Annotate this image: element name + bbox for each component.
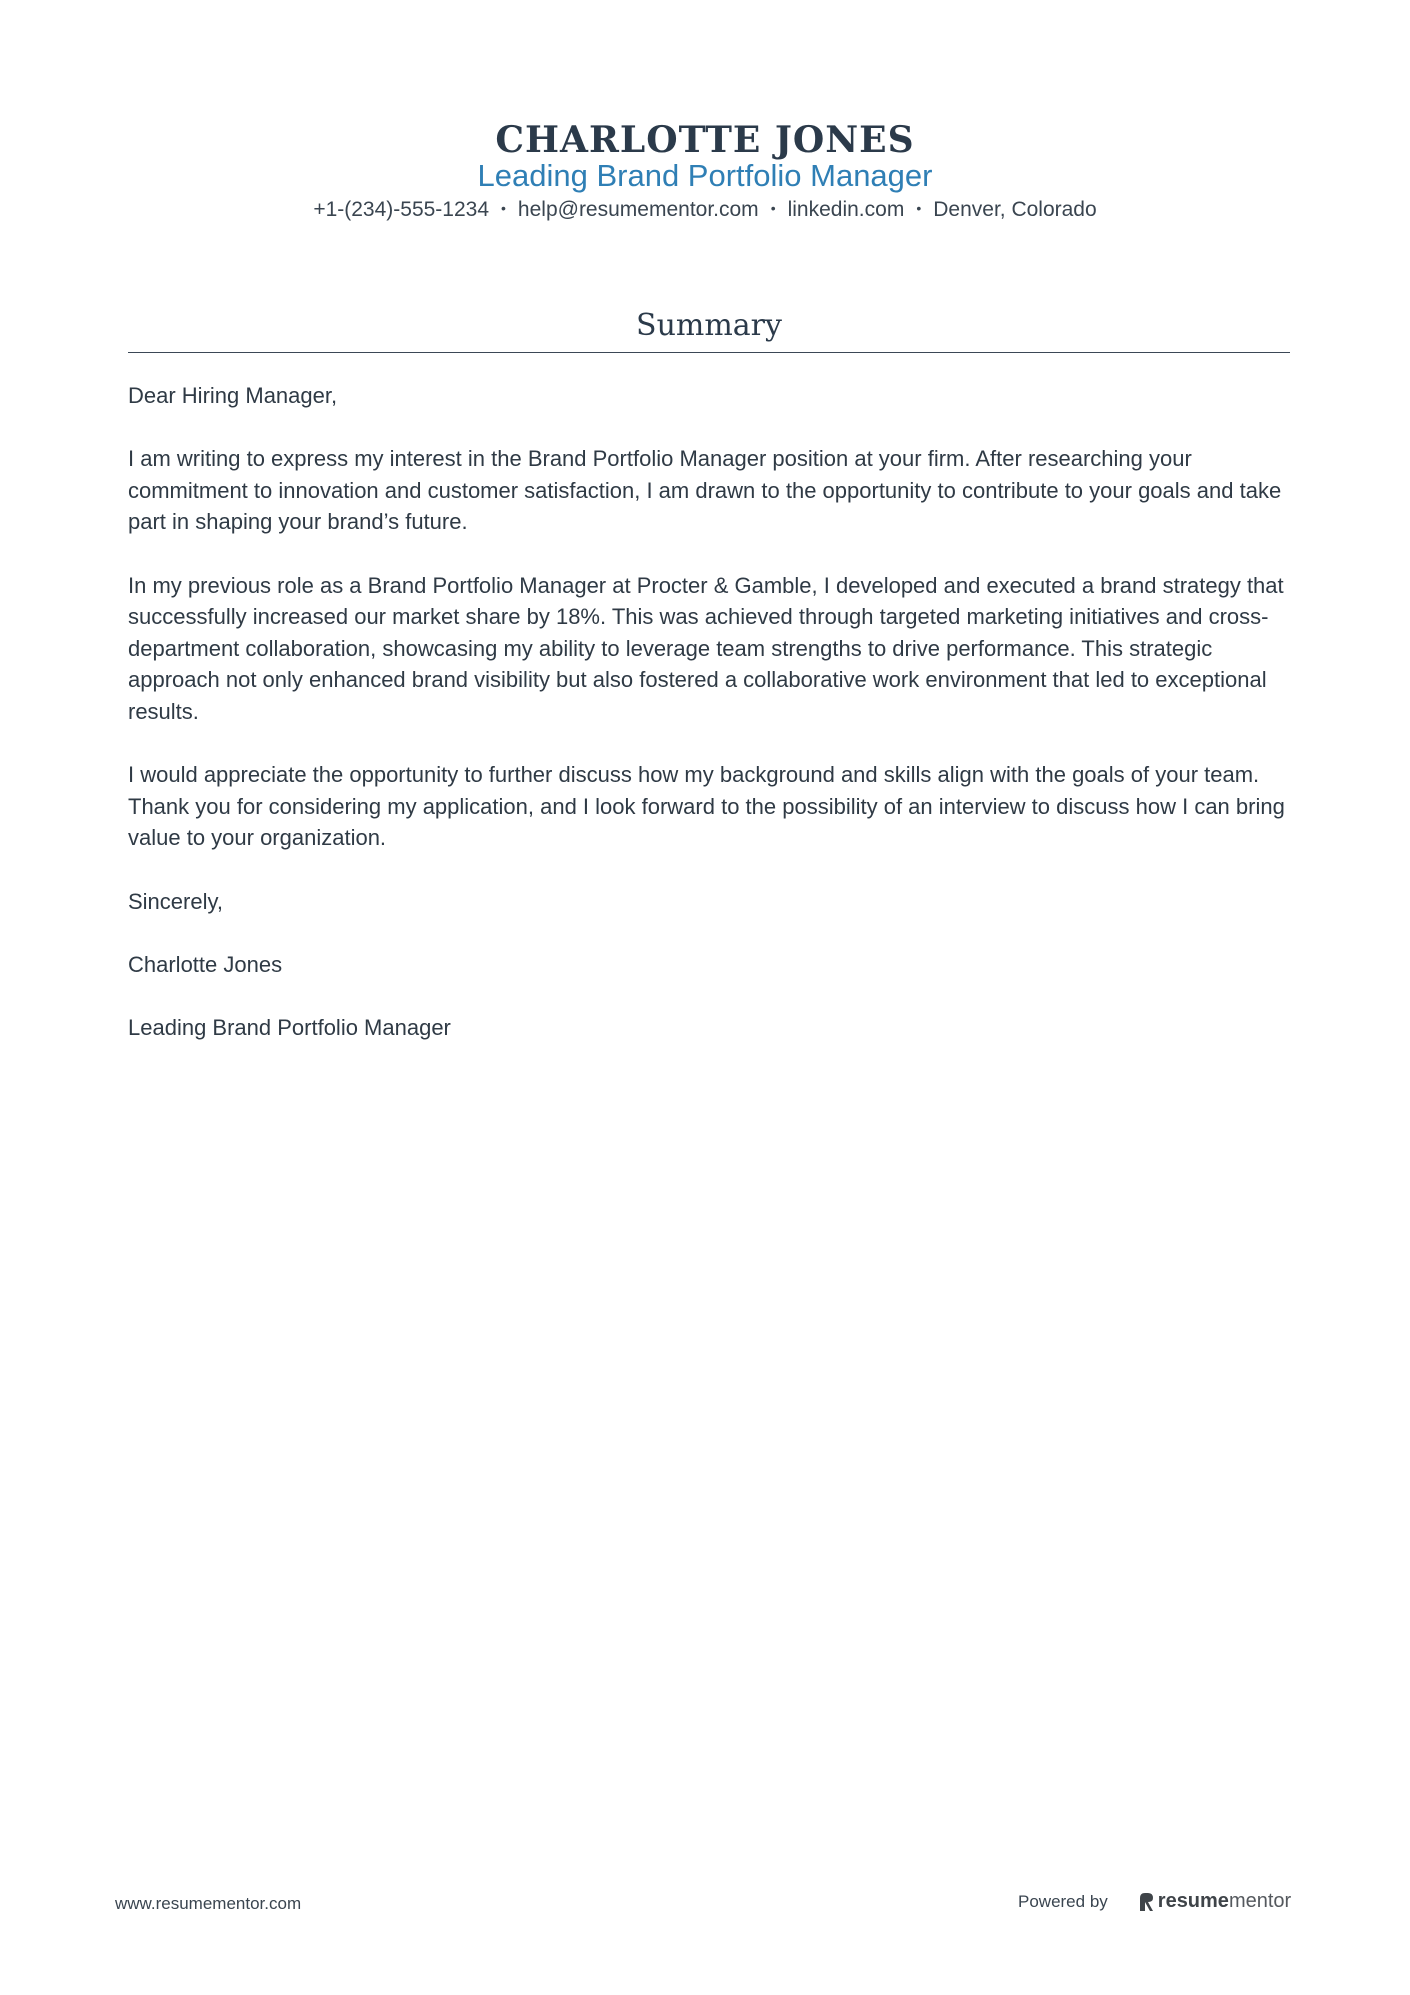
section-divider: [128, 352, 1290, 353]
signature-name: Charlotte Jones: [128, 951, 283, 977]
contact-location: Denver, Colorado: [933, 198, 1097, 221]
contact-separator: •: [916, 200, 922, 217]
candidate-name: CHARLOTTE JONES: [495, 119, 915, 161]
contact-line: [0, 196, 1410, 224]
letter-paragraph: In my previous role as a Brand Portfolio Manager at Procter & Gamble, I developed and executed a brand strategy that successfully increased our market share by 18%. This was achieved through targeted marketing initiatives and cross-department collaboration, showcasing my ability to leverage team strengths to drive performance. This strategic approach not only enhanced brand visibility but also fostered a collaborative work environment that led to exceptional results.: [128, 572, 1284, 724]
contact-email[interactable]: help@resumementor.com: [517, 198, 759, 221]
brand-name-light: mentor: [1228, 1890, 1292, 1912]
signature-title: Leading Brand Portfolio Manager: [128, 1014, 451, 1040]
candidate-title: Leading Brand Portfolio Manager: [477, 158, 933, 193]
letter-paragraph: I would appreciate the opportunity to further discuss how my background and skills align with the goals of your team. Thank you for considering my application, and I look forward to the possibility of an interview to discuss how I can bring value to your organization.: [128, 762, 1285, 851]
letter-body: [128, 380, 1290, 1075]
contact-phone: +1-(234)-555-1234: [313, 198, 490, 221]
letter-paragraph: I am writing to express my interest in the Brand Portfolio Manager position at your firm. After researching your commitment to innovation and customer satisfaction, I am drawn to the opportunity to contribute to your goals and take part in shaping your brand’s future.: [128, 446, 1282, 535]
letter-header: [0, 118, 1410, 224]
contact-separator: •: [501, 200, 506, 217]
contact-separator: •: [770, 200, 776, 217]
brand-name-strong: resume: [1157, 1890, 1229, 1912]
contact-linkedin[interactable]: linkedin.com: [787, 198, 905, 221]
brand-logo[interactable]: [1138, 1890, 1291, 1913]
letter-greeting: Dear Hiring Manager,: [128, 383, 338, 408]
section-title: Summary: [636, 308, 782, 343]
resumementor-logo-icon: [1138, 1892, 1154, 1912]
letter-closing: Sincerely,: [128, 888, 223, 914]
footer-branding: [1018, 1890, 1291, 1913]
footer-website[interactable]: www.resumementor.com: [115, 1894, 302, 1913]
powered-by-label: Powered by: [1018, 1891, 1108, 1911]
